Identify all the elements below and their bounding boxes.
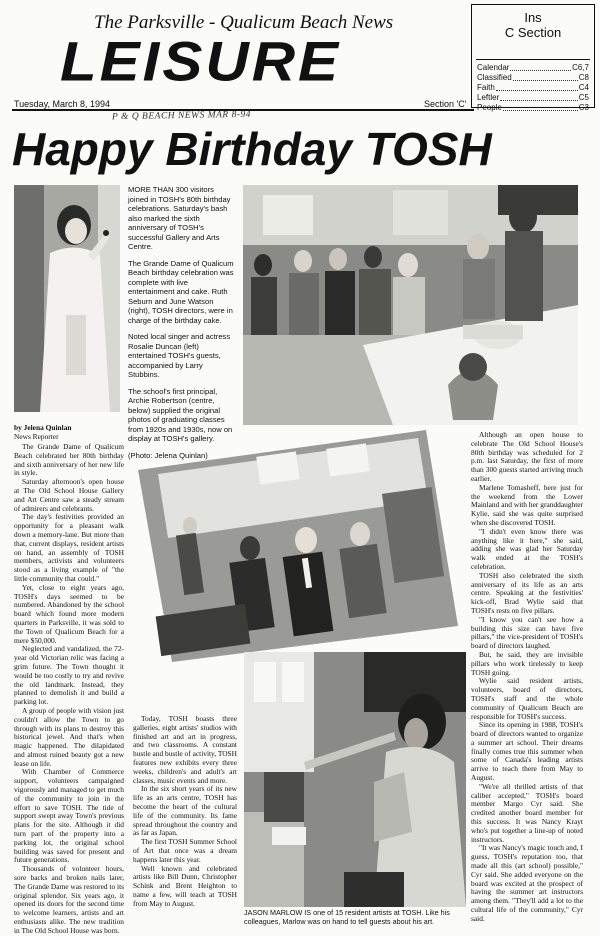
article-column-3 <box>471 431 583 924</box>
article-paragraph: TOSH also celebrated the sixth anniversary of its life as an arts centre. Speaking at the festivities' kick-off, Brad Wylie said that TOSH's rests on five pillars. <box>471 570 583 615</box>
photo-artist <box>244 652 466 907</box>
handwritten-date-note: P & Q BEACH NEWS MAR 8-94 <box>111 109 252 123</box>
index-item-label: Faith <box>477 83 495 92</box>
article-paragraph: Well known and celebrated artists like Bill Dunn, Christopher Schink and Brent Heighton to name a few, will teach at TOSH from May to August. <box>133 863 237 908</box>
section-tag: Section 'C' <box>424 99 467 109</box>
article-paragraph: "We're all thrilled artists of that caliber accepted," TOSH's board member Margo Cyr said. She credited another board member for this success. It was Nancy Krayt who's put together a line-up of noted instructors. <box>471 781 583 844</box>
article-paragraph: Today, TOSH boasts three galleries, eight artists' studios with finished art and art in progress, and two classrooms. A constant hustle and bustle of activity, TOSH features new exhibits every three weeks, children's and adult's art classes, music events and more. <box>133 714 237 785</box>
leader-dots <box>503 103 578 111</box>
photo-audience-cake <box>243 185 578 425</box>
article-paragraph: "I know you can't see how a building this size can have five pillars," the vice-president of TOSH's board of directors laughed. <box>471 614 583 651</box>
article-column-1 <box>14 443 124 936</box>
article-paragraph: Wylie said resident artists, volunteers, board of directors, TOSH's staff and the whole community of Qualicum Beach are responsible for TOSH's success. <box>471 676 583 721</box>
index-title-line1: Ins <box>524 10 542 25</box>
article-paragraph: "I didn't even know there was anything like it here," she said, adding she was glad her Saturday walk ended at the TOSH's celebration. <box>471 526 583 571</box>
index-item-page: C5 <box>578 93 589 102</box>
headline: Happy Birthday TOSH <box>12 123 492 175</box>
article-paragraph: The day's festivities provided an opportunity for a pleasant walk down a memory-lane. But more than that, current displays, resident artists on hand, an assembly of TOSH members, activists and volunteers stood as a living example of "the little community that could." <box>14 512 124 583</box>
article-paragraph: A group of people with vision just couldn't allow the Town to go through with its plans to destroy this historical jewel. And that's when magic happened. The dilapidated and almost ruined beauty got a new lease on life. <box>14 705 124 768</box>
publication-date: Tuesday, March 8, 1994 <box>14 99 111 109</box>
photo-principal-image <box>138 430 458 662</box>
index-item-label: Leftler <box>477 93 500 102</box>
article-paragraph: The first TOSH Summer School of Art that once was a dream happens later this year. <box>133 837 237 864</box>
section-title: LEISURE <box>60 30 342 93</box>
leader-dots <box>500 93 578 101</box>
index-list <box>477 63 589 113</box>
index-item-page: C4 <box>578 83 589 92</box>
index-item-label: Calendar <box>477 63 510 72</box>
photo-singer-image <box>14 185 120 412</box>
photo-artist-image <box>244 652 466 907</box>
index-item <box>477 83 589 93</box>
index-item-page: C6,7 <box>572 63 589 72</box>
index-item <box>477 63 589 73</box>
index-item-page: C8 <box>578 73 589 82</box>
photo-box-paragraph: The Grande Dame of Qualicum Beach birthday celebration was complete with live entertainment and cake. Ruth Seburn and June Watson (right), TOSH directors, were in charge of the birthday cake. <box>128 258 234 325</box>
article-paragraph: "It was Nancy's magic touch and, I guess, TOSH's reputation too, that made all this (art school) possible," Cyr said. She added everyone on the board was excited at the prospect of having the summer art instructors among them. "They'll add a lot to the cultural life of the community," Cyr said. <box>471 843 583 923</box>
photo-audience-image <box>243 185 578 425</box>
photo-credit: (Photo: Jelena Quinlan) <box>128 450 208 460</box>
index-item-label: Classified <box>477 73 512 82</box>
article-paragraph: In the six short years of its new life as an arts centre, TOSH has become the heart of the cultural life of the community. Its fame spread throughout the country and as far as Japan. <box>133 784 237 838</box>
photo-box-text <box>128 185 236 467</box>
article-paragraph: Yet, close to eight years ago, TOSH's days seemed to be numbered. Abandoned by the school board which found more modern quarters in Parksville, it was sold to the Town of Qualicum Beach for a mere $50,000. <box>14 582 124 645</box>
index-rule <box>476 59 590 60</box>
leader-dots <box>496 83 578 91</box>
byline <box>14 424 72 441</box>
photo-principal <box>138 430 458 662</box>
index-item <box>477 73 589 83</box>
article-paragraph: Thousands of volunteer hours, sore backs and broken nails later, The Grande Dame was restored to its original splendor. Six years ago, it opened its doors for the second time to welcome learners, artists and art enthusiasts alike. The new tradition in The Old School House was born. <box>14 864 125 935</box>
article-paragraph: Neglected and vandalized, the 72-year old Victorian relic was facing a grim future. The Town thought it would be too costly to try and revive the old landmark. Instead, they planned to demolish it and build a parking lot. <box>14 644 124 707</box>
leader-dots <box>513 73 578 81</box>
article-column-2 <box>133 715 237 909</box>
byline-name: by Jelena Quinlan <box>14 423 72 432</box>
index-title <box>472 10 594 40</box>
photo-singer <box>14 185 120 412</box>
article-paragraph: Saturday afternoon's open house at The Old School House Gallery and Art Centre saw a steady stream of admirers and celebrants. <box>14 477 124 513</box>
article-paragraph: With Chamber of Commerce support, volunteers campaigned vigorously and managed to get much of the community to join in the effort to save TOSH. The tide of support swept away Town's previous plans for the site. Although it did turn part of the property into a parking lot, the original school building was saved for present and future generations. <box>14 767 124 865</box>
leader-dots <box>510 63 571 71</box>
photo-box-paragraph: The school's first principal, Archie Robertson (centre, below) supplied the original photos of graduating classes from 1920s and 1930s, now on display at TOSH's gallery. <box>128 386 233 443</box>
index-title-line2: C Section <box>504 25 562 40</box>
photo-box-paragraph: MORE THAN 300 visitors joined in TOSH's 80th birthday celebrations. Saturday's bash also marked the sixth anniversary of TOSH's successful Gallery and Arts Centre. <box>128 185 231 251</box>
index-item <box>477 93 589 103</box>
article-paragraph: But, he said, they are invisible pillars who work tirelessly to keep TOSH going. <box>471 649 583 677</box>
photo-caption: JASON MARLOW IS one of 15 resident artists at TOSH. Like his colleagues, Marlow was on hand to tell guests about his art. <box>244 908 450 926</box>
index-item <box>477 103 589 113</box>
article-paragraph: The Grande Dame of Qualicum Beach celebrated her 80th birthday and sixth anniversary of her new life in style. <box>14 442 124 478</box>
index-item-page: C3 <box>578 103 589 112</box>
section-index-box <box>471 4 595 112</box>
article-paragraph: Since its opening in 1988, TOSH's board of directors wanted to organize a summer art school. Their dreams finally comes true this summer when some of Canada's leading artists arrive to teach there from May to August. <box>471 720 583 783</box>
article-paragraph: Although an open house to celebrate The Old School House's 80th birthday was scheduled for 2 p.m. last Saturday, the first of more than 300 guests started arriving much earlier. <box>471 430 583 483</box>
article-paragraph: Marlene Tomasheff, here just for the weekend from the Lower Mainland and with her granddaughter Kylie, said she was quite surprised when she discovered TOSH. <box>471 482 583 527</box>
newspaper-name: The Parksville - Qualicum Beach News <box>94 12 394 33</box>
index-item-label: People <box>477 103 502 112</box>
photo-box-paragraph: Noted local singer and actress Rosalie Duncan (left) entertained TOSH's guests, accompanied by Larry Stubbins. <box>128 332 231 379</box>
byline-title: News Reporter <box>14 431 59 441</box>
